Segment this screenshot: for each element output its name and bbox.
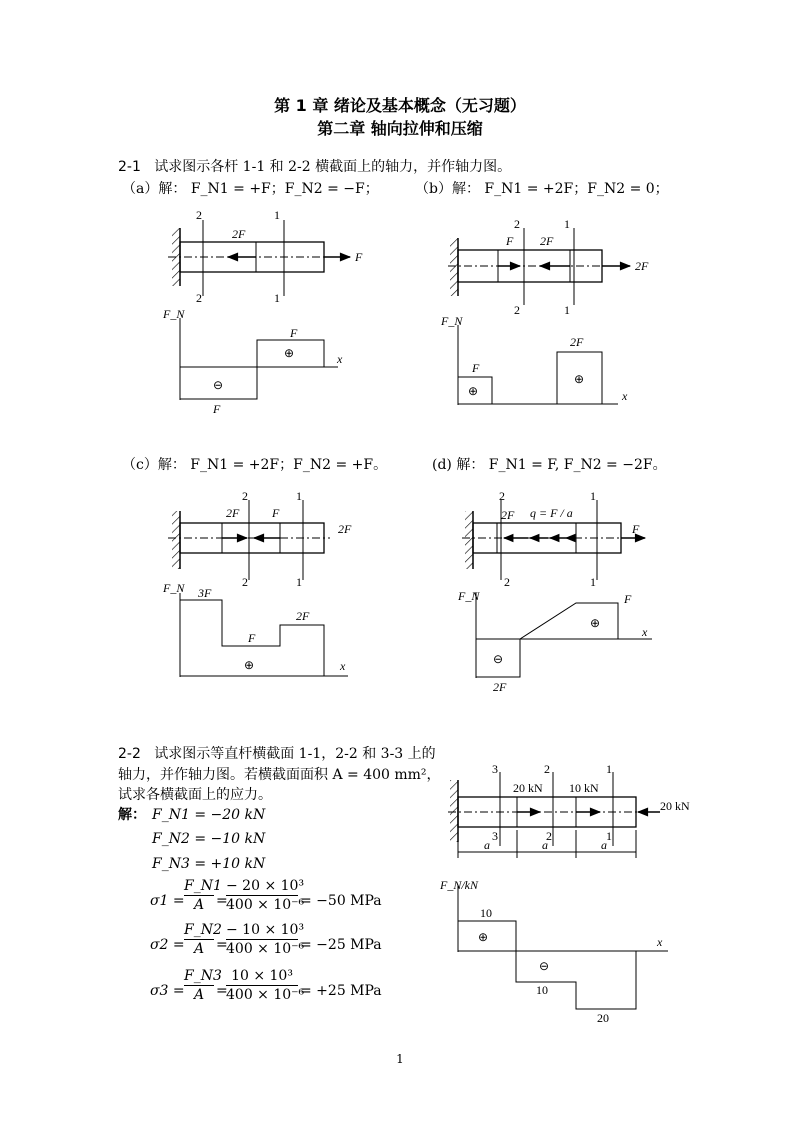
axis-label: x xyxy=(642,625,648,639)
section-label: 2 xyxy=(196,291,202,305)
force-label: 10 kN xyxy=(569,781,599,795)
value-label: F xyxy=(624,592,632,606)
section-label: 2 xyxy=(514,303,520,317)
sigma3-lhs: σ3 = xyxy=(150,983,185,999)
force-label: 2F xyxy=(226,506,240,520)
value-label: F xyxy=(248,631,256,645)
plus-sign: ⊕ xyxy=(590,616,601,630)
value-label: 2F xyxy=(296,609,310,623)
section-label: 1 xyxy=(606,829,612,843)
figure-2-2-bar xyxy=(448,762,690,858)
problem-2-1-statement: 2-1 试求图示各杆 1-1 和 2-2 横截面上的轴力，并作轴力图。 xyxy=(118,159,512,175)
sigma2-frac1: F_N2 A xyxy=(184,922,222,957)
page-number: 1 xyxy=(396,1052,404,1066)
sigma1-frac2: − 20 × 10³ 400 × 10⁻⁶ xyxy=(226,878,305,913)
force-label: F xyxy=(272,506,280,520)
fn3-result: F_N3 = +10 kN xyxy=(152,856,266,872)
section-label: 1 xyxy=(606,762,612,776)
section-label: 1 xyxy=(564,217,570,231)
plus-sign: ⊕ xyxy=(478,930,489,944)
problem-2-2-statement-2: 轴力，并作轴力图。若横截面面积 A = 400 mm²， xyxy=(118,767,441,783)
force-label: 2F xyxy=(540,234,554,248)
sigma1-lhs: σ1 = xyxy=(150,893,185,909)
section-label: 2 xyxy=(544,762,550,776)
problem-2-2-statement-3: 试求各横截面上的应力。 xyxy=(118,787,272,803)
section-label: 1 xyxy=(274,291,280,305)
section-label: 2 xyxy=(504,575,510,589)
chapter2-title: 第二章 轴向拉伸和压缩 xyxy=(317,119,483,138)
equals: = xyxy=(216,893,228,909)
value-label: 20 xyxy=(597,1011,609,1025)
force-label: F xyxy=(355,250,363,264)
section-label: 1 xyxy=(274,208,280,222)
axis-label: F_N xyxy=(441,314,463,328)
figure-c-diagram xyxy=(162,581,348,677)
dimension-label: a xyxy=(601,838,607,852)
value-label: 10 xyxy=(536,983,548,997)
figure-c-bar xyxy=(168,489,352,589)
section-label: 2 xyxy=(499,489,505,503)
sigma1-frac1: F_N1 A xyxy=(184,878,222,913)
figure-a-bar xyxy=(168,208,363,305)
dimension-label: a xyxy=(484,838,490,852)
value-label: 3F xyxy=(198,586,212,600)
section-label: 1 xyxy=(590,575,596,589)
section-label: 2 xyxy=(546,829,552,843)
plus-sign: ⊕ xyxy=(574,372,585,386)
section-label: 1 xyxy=(590,489,596,503)
force-label: 2F xyxy=(501,508,515,522)
sigma3-frac2: 10 × 10³ 400 × 10⁻⁶ xyxy=(226,968,305,1003)
section-label: 2 xyxy=(196,208,202,222)
value-label: 2F xyxy=(570,335,584,349)
force-label: 20 kN xyxy=(660,799,690,813)
solution-c: （c）解： F_N1 = +2F；F_N2 = +F。 xyxy=(122,457,388,473)
section-label: 1 xyxy=(564,303,570,317)
figure-d-diagram xyxy=(457,589,652,694)
fn1-result: F_N1 = −20 kN xyxy=(152,807,266,823)
value-label: F xyxy=(213,402,221,416)
axis-label: F_N/kN xyxy=(440,878,478,892)
section-label: 3 xyxy=(492,762,498,776)
equals: = xyxy=(216,937,228,953)
force-label: F xyxy=(506,234,514,248)
figure-b-diagram xyxy=(440,314,628,405)
section-label: 2 xyxy=(242,575,248,589)
problem-2-2-solution-label: 解： xyxy=(118,807,146,823)
section-label: 2 xyxy=(242,489,248,503)
section-label: 3 xyxy=(492,829,498,843)
force-label: F xyxy=(632,522,640,536)
plus-sign: ⊕ xyxy=(468,384,479,398)
figure-b-bar xyxy=(448,217,649,317)
sigma2-frac2: − 10 × 10³ 400 × 10⁻⁶ xyxy=(226,922,305,957)
problem-2-2-statement-1: 2-2 试求图示等直杆横截面 1-1，2-2 和 3-3 上的 xyxy=(118,746,436,762)
plus-sign: ⊕ xyxy=(244,658,255,672)
force-label: 20 kN xyxy=(513,781,543,795)
section-label: 1 xyxy=(296,489,302,503)
sigma3-frac1: F_N3 A xyxy=(184,968,222,1003)
fn2-result: F_N2 = −10 kN xyxy=(152,831,266,847)
value-label: 10 xyxy=(480,906,492,920)
figure-d-bar xyxy=(462,489,645,589)
solution-a: （a）解： F_N1 = +F；F_N2 = −F； xyxy=(122,181,379,197)
minus-sign: ⊖ xyxy=(539,959,550,973)
axis-label: x xyxy=(340,659,346,673)
sigma2-rhs: = −25 MPa xyxy=(300,937,382,953)
load-label: q = F / a xyxy=(530,506,573,520)
axis-label: x xyxy=(622,389,628,403)
axis-label: x xyxy=(337,352,343,366)
force-label: 2F xyxy=(338,522,352,536)
force-label: 2F xyxy=(635,259,649,273)
sigma3-rhs: = +25 MPa xyxy=(300,983,382,999)
force-label: 2F xyxy=(232,227,246,241)
chapter1-title: 第 1 章 绪论及基本概念（无习题） xyxy=(274,96,526,115)
section-label: 1 xyxy=(296,575,302,589)
dimension-label: a xyxy=(542,838,548,852)
minus-sign: ⊖ xyxy=(213,378,224,392)
value-label: F xyxy=(290,326,298,340)
figure-a-diagram xyxy=(162,307,343,416)
axis-label: F_N xyxy=(458,589,480,603)
equals: = xyxy=(216,983,228,999)
figure-2-2-diagram xyxy=(439,878,668,1025)
axis-label: x xyxy=(657,935,663,949)
solution-d: (d) 解： F_N1 = F, F_N2 = −2F。 xyxy=(432,457,667,473)
minus-sign: ⊖ xyxy=(493,652,504,666)
plus-sign: ⊕ xyxy=(284,346,295,360)
axis-label: F_N xyxy=(163,581,185,595)
section-label: 2 xyxy=(514,217,520,231)
value-label: 2F xyxy=(493,680,507,694)
value-label: F xyxy=(472,361,480,375)
sigma1-rhs: = −50 MPa xyxy=(300,893,382,909)
axis-label: F_N xyxy=(163,307,185,321)
sigma2-lhs: σ2 = xyxy=(150,937,185,953)
solution-b: （b）解： F_N1 = +2F；F_N2 = 0； xyxy=(415,181,669,197)
